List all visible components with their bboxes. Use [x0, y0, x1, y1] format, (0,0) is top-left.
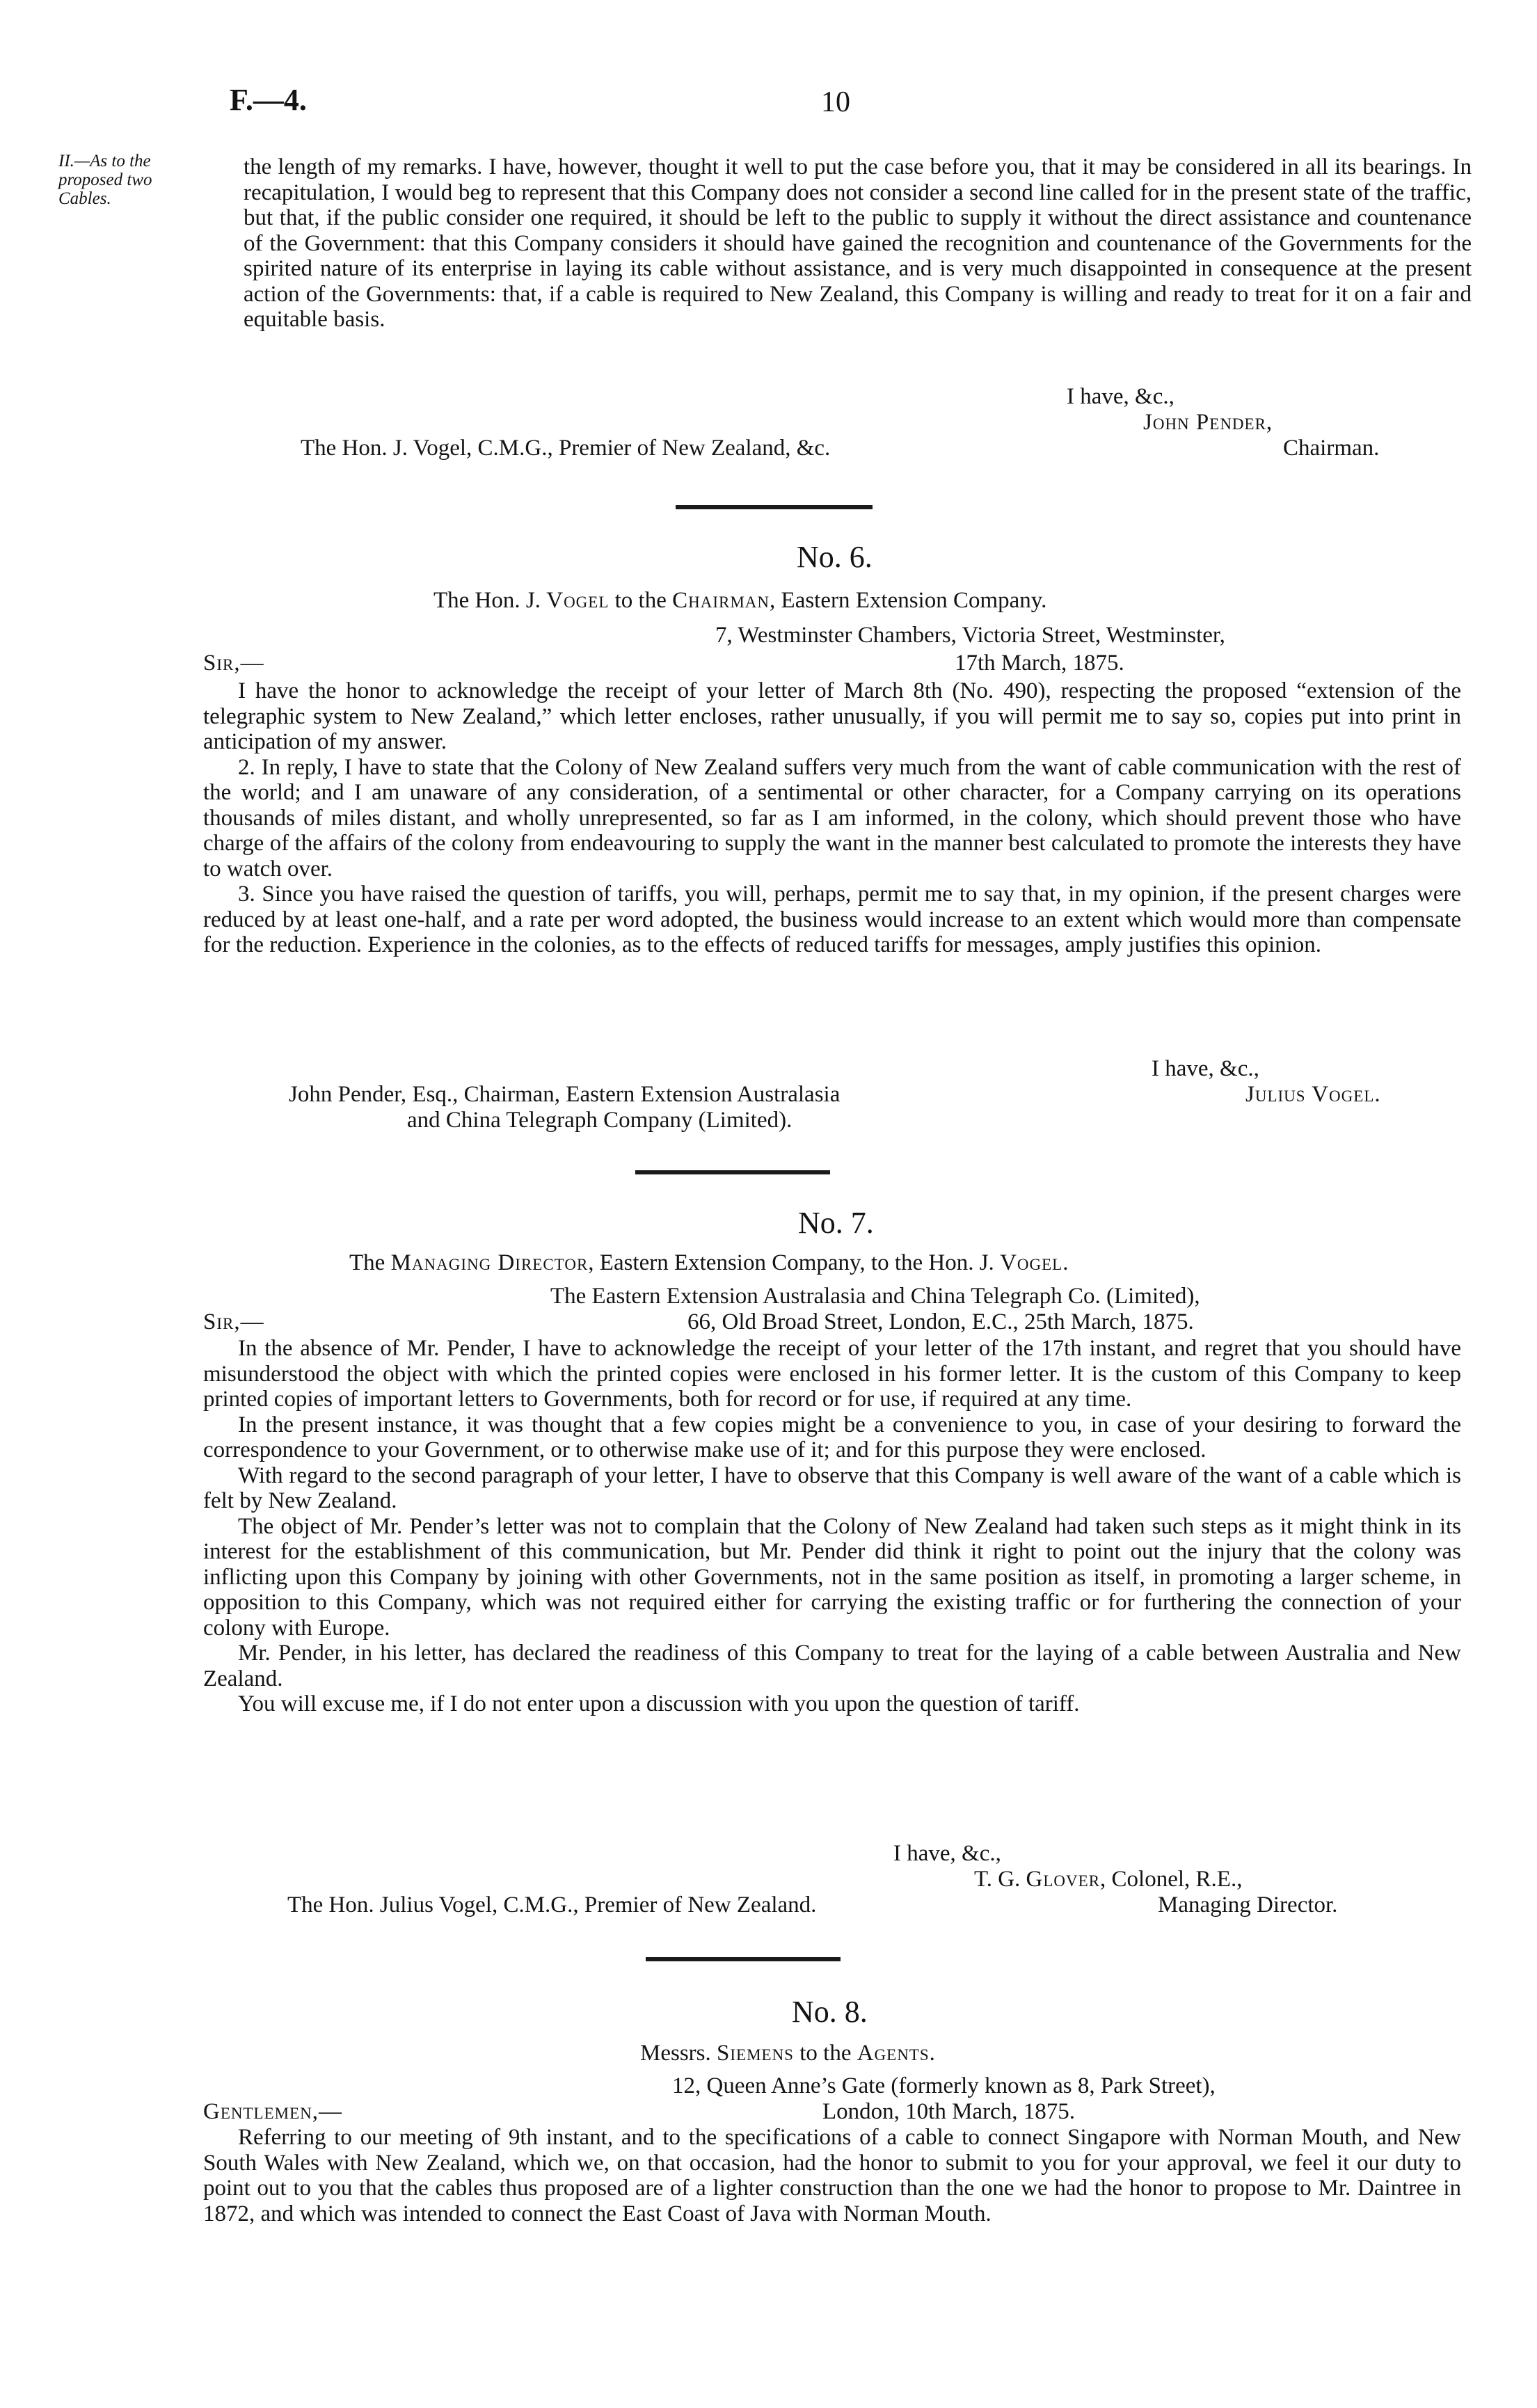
subtitle-text: The: [349, 1250, 391, 1275]
letter-6-closing: I have, &c.,: [1152, 1056, 1259, 1081]
letter-7-paragraph-6: You will excuse me, if I do not enter upon a discussion with you upon the question of tariff.: [238, 1691, 1080, 1716]
page-number: 10: [821, 86, 850, 118]
letter-7-paragraph-5: Mr. Pender, in his letter, has declared the readiness of this Company to treat for the laying of a cable between Australia and New Zealand.: [203, 1641, 1461, 1691]
subtitle-name: Chairman: [672, 588, 770, 613]
letter-8-body: [203, 2125, 1461, 2226]
letter-7-salutation: Sir,—: [203, 1309, 264, 1334]
letter-8-subtitle: [640, 2041, 935, 2066]
letter-8-address: 12, Queen Anne’s Gate (formerly known as 8, Park Street),: [672, 2073, 1216, 2098]
letter-7-subtitle: [349, 1250, 1068, 1276]
subtitle-name: Managing Director: [390, 1250, 589, 1275]
letter-7-paragraph-4: The object of Mr. Pender’s letter was not to complain that the Colony of New Zealand had taken such steps as it might think in its interest for the establishment of this communication, but Mr. Pender did think it right to point out the injury that the colony was inflicting upon this Company by joining with other Governments, not in the same position as itself, in promoting a larger scheme, in opposition to this Company, which was not required either for carrying the existing traffic or for furthering the connection of your colony with Europe.: [203, 1513, 1461, 1641]
letter-8-paragraph-1: Referring to our meeting of 9th instant, and to the specifications of a cable to connect Singapore with Norman Mouth, and New South Wales with New Zealand, which we, on that occasion, had the honor to submit to you for your approval, we feel it our duty to point out to you that the cables thus proposed are of a lighter construction than the one we had the honor to propose to Mr. Daintree in 1872, and which was intended to connect the East Coast of Java with Norman Mouth.: [203, 2125, 1461, 2226]
letter-6-paragraph-1: I have the honor to acknowledge the receipt of your letter of March 8th (No. 490), respecting the proposed “extension of the telegraphic system to New Zealand,” which letter encloses, rather unusually, if you will permit me to say so, copies put into print in anticipation of my answer.: [203, 678, 1461, 754]
letter-8-heading: No. 8.: [792, 1995, 868, 2029]
letter-7-heading: No. 7.: [798, 1206, 874, 1240]
margin-note: II.—As to the proposed two Cables.: [58, 152, 152, 208]
subtitle-text: .: [1062, 1250, 1069, 1275]
subtitle-text: .: [929, 2041, 935, 2066]
subtitle-text: Messrs.: [640, 2041, 717, 2066]
letter-7-closing: I have, &c.,: [893, 1841, 1001, 1866]
section-divider: [646, 1957, 841, 1961]
letter-7-body: [203, 1336, 1461, 1717]
subtitle-text: to the: [609, 588, 673, 613]
letter-8-salutation: Gentlemen,—: [203, 2099, 342, 2124]
continuation-title: Chairman.: [1283, 436, 1380, 461]
section-divider: [676, 505, 873, 509]
subtitle-text: , Eastern Extension Company, to the Hon. J.: [588, 1250, 1001, 1275]
letter-6-addressee-line-2: and China Telegraph Company (Limited).: [407, 1108, 793, 1133]
letter-6-subtitle: [433, 588, 1046, 614]
subtitle-name: Siemens: [717, 2041, 794, 2066]
subtitle-name: Vogel: [546, 588, 610, 613]
letter-7-paragraph-3: With regard to the second paragraph of your letter, I have to observe that this Company is well aware of the want of a cable which is felt by New Zealand.: [203, 1462, 1461, 1513]
continuation-signatory: John Pender,: [1143, 410, 1273, 435]
signatory-initials: T. G.: [974, 1867, 1026, 1892]
letter-6-salutation: Sir,—: [203, 651, 264, 676]
letter-6-addressee-line-1: John Pender, Esq., Chairman, Eastern Extension Australasia: [289, 1082, 841, 1107]
letter-7-address-line-2: 66, Old Broad Street, London, E.C., 25th March, 1875.: [687, 1309, 1194, 1334]
letter-7-signatory: [974, 1867, 1242, 1892]
letter-8-date: London, 10th March, 1875.: [822, 2099, 1075, 2124]
continuation-paragraph: the length of my remarks. I have, however, thought it well to put the case before you, that it may be considered in all its bearings. In recapitulation, I would beg to represent that this Company does not consider a second line called for in the present state of the traffic, but that, if the public consider one required, it should be left to the public to supply it without the direct assistance and countenance of the Government: that this Company considers it should have gained the recognition and countenance of the Governments for the spirited nature of its enterprise in laying its cable without assistance, and is very much disappointed in consequence at the present action of the Governments: that, if a cable is required to New Zealand, this Company is willing and ready to treat for it on a fair and equitable basis.: [244, 154, 1472, 332]
subtitle-text: , Eastern Extension Company.: [770, 588, 1047, 613]
document-reference: F.—4.: [230, 83, 307, 117]
letter-7-address-line-1: The Eastern Extension Australasia and China Telegraph Co. (Limited),: [550, 1284, 1200, 1309]
continuation-addressee: The Hon. J. Vogel, C.M.G., Premier of New Zealand, &c.: [301, 436, 831, 461]
subtitle-text: The Hon. J.: [433, 588, 547, 613]
subtitle-name: Agents: [857, 2041, 930, 2066]
letter-7-paragraph-2: In the present instance, it was thought that a few copies might be a convenience to you, in case of your desiring to forward the correspondence to your Government, or to otherwise make use of it; and for this purpose they were enclosed.: [203, 1412, 1461, 1462]
letter-6-body: [203, 678, 1461, 958]
letter-6-paragraph-2: 2. In reply, I have to state that the Colony of New Zealand suffers very much from the want of cable communication with the rest of the world; and I am unaware of any consideration, of a sentimental or other character, for a Company carrying on its operations thousands of miles distant, and wholly unrepresented, so far as I am informed, in the colony, which should prevent those who have charge of the affairs of the colony from endeavouring to supply the want in the manner best calculated to promote the interests they have to watch over.: [203, 754, 1461, 882]
section-divider: [635, 1170, 830, 1174]
letter-6-paragraph-3: 3. Since you have raised the question of tariffs, you will, perhaps, permit me to say that, in my opinion, if the present charges were reduced by at least one-half, and a rate per word adopted, the business would increase to an extent which would more than compensate for the reduction. Experience in the colonies, as to the effects of reduced tariffs for messages, amply justifies this opinion.: [203, 882, 1461, 957]
letter-6-heading: No. 6.: [797, 540, 873, 574]
signatory-rank: , Colonel, R.E.,: [1100, 1867, 1243, 1892]
continuation-closing: I have, &c.,: [1067, 384, 1174, 409]
signatory-name: Glover: [1026, 1867, 1101, 1892]
letter-7-title: Managing Director.: [1158, 1892, 1338, 1917]
letter-6-address: 7, Westminster Chambers, Victoria Street, Westminster,: [715, 623, 1225, 648]
subtitle-name: Vogel: [1000, 1250, 1063, 1275]
letter-6-signatory: Julius Vogel.: [1245, 1082, 1381, 1107]
subtitle-text: to the: [793, 2041, 857, 2066]
letter-7-paragraph-1: In the absence of Mr. Pender, I have to acknowledge the receipt of your letter of the 17th instant, and regret that you should have misunderstood the object with which the printed copies were enclosed in his former letter. It is the custom of this Company to keep printed copies of important letters to Governments, both for record or for use, if required at any time.: [203, 1336, 1461, 1412]
letter-6-date: 17th March, 1875.: [955, 651, 1124, 676]
letter-7-addressee: The Hon. Julius Vogel, C.M.G., Premier of New Zealand.: [287, 1892, 817, 1917]
